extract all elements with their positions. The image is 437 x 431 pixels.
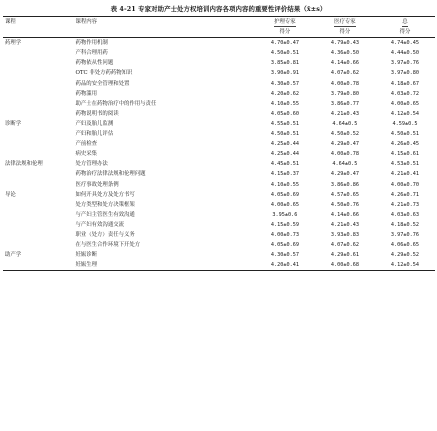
table-row <box>3 159 435 169</box>
nursing-score-cell: 4.10±0.55 <box>270 100 299 107</box>
course-cell <box>3 58 73 68</box>
course-cell <box>3 68 73 78</box>
total-score-cell: 4.06±0.65 <box>390 242 420 249</box>
course-cell <box>3 220 73 230</box>
total-score-cell: 3.97±0.76 <box>390 231 420 238</box>
medical-score-cell: 4.64±0.5 <box>332 161 358 168</box>
total-score-cell: 4.21±0.73 <box>390 201 420 208</box>
medical-score-cell: 4.00±0.78 <box>330 80 359 87</box>
medical-score-cell: 4.07±0.62 <box>330 242 359 249</box>
total-score-cell: 4.12±0.54 <box>375 260 435 271</box>
header-medical-experts: 医疗专家 <box>315 17 375 28</box>
content-cell: 病史采集 <box>75 151 98 158</box>
nursing-score-cell: 3.85±0.81 <box>270 60 299 67</box>
table-row <box>3 79 435 89</box>
header-content: 课程内容 <box>73 17 254 28</box>
medical-score-cell: 4.50±0.52 <box>330 131 359 138</box>
course-cell <box>3 260 73 271</box>
total-score-cell: 4.29±0.52 <box>390 252 420 259</box>
header-score-3: 得分 <box>375 27 435 38</box>
content-cell: 妊娠生理 <box>73 260 254 271</box>
medical-score-cell: 3.86±0.86 <box>330 181 359 188</box>
table-row <box>3 129 435 139</box>
total-score-cell: 4.03±0.63 <box>390 211 420 218</box>
content-cell: 药物治疗法律法规和伦理问题 <box>75 171 146 178</box>
content-cell: 产科合理用药 <box>75 50 108 57</box>
nursing-score-cell: 4.50±0.51 <box>270 131 299 138</box>
table-row <box>3 210 435 220</box>
course-cell <box>3 240 73 250</box>
nursing-score-cell: 4.30±0.57 <box>270 252 299 259</box>
course-cell <box>3 79 73 89</box>
total-score-cell: 4.26±0.45 <box>390 141 420 148</box>
medical-score-cell: 4.57±0.65 <box>330 191 359 198</box>
nursing-score-cell: 3.90±0.91 <box>270 70 299 77</box>
content-cell: 药物滥用 <box>75 90 98 97</box>
course-cell <box>3 169 73 179</box>
nursing-score-cell: 4.45±0.51 <box>270 161 299 168</box>
table-row <box>3 200 435 210</box>
nursing-score-cell: 4.25±0.44 <box>270 141 299 148</box>
table-row <box>3 220 435 230</box>
course-cell <box>3 200 73 210</box>
nursing-score-cell: 4.50±0.51 <box>270 50 299 57</box>
total-score-cell: 4.12±0.54 <box>390 110 420 117</box>
course-cell <box>3 89 73 99</box>
table-row <box>3 139 435 149</box>
medical-score-cell: 4.00±0.68 <box>315 260 375 271</box>
total-score-cell: 4.21±0.41 <box>390 171 420 178</box>
medical-score-cell: 4.36±0.50 <box>330 50 359 57</box>
nursing-score-cell: 4.05±0.60 <box>270 110 299 117</box>
content-cell: 产妇及胎儿监测 <box>75 120 114 127</box>
nursing-score-cell: 4.15±0.37 <box>270 171 299 178</box>
nursing-score-cell: 4.00±0.73 <box>270 231 299 238</box>
medical-score-cell: 4.21±0.43 <box>330 110 359 117</box>
table-row <box>3 89 435 99</box>
course-cell: 诊断学 <box>5 120 22 127</box>
nursing-score-cell: 4.55±0.51 <box>270 120 299 127</box>
medical-score-cell: 3.79±0.80 <box>330 90 359 97</box>
nursing-score-cell: 4.20±0.41 <box>255 260 315 271</box>
medical-score-cell: 4.79±0.43 <box>330 40 359 47</box>
course-cell <box>3 149 73 159</box>
nursing-score-cell: 4.15±0.59 <box>270 221 299 228</box>
content-cell: 产前检查 <box>75 141 98 148</box>
table-row <box>3 149 435 159</box>
table-row <box>3 260 435 271</box>
table-row <box>3 38 435 49</box>
medical-score-cell: 4.00±0.78 <box>330 151 359 158</box>
content-cell: 妊娠诊断 <box>75 252 98 259</box>
medical-score-cell: 4.29±0.47 <box>330 171 359 178</box>
nursing-score-cell: 4.10±0.55 <box>270 181 299 188</box>
table-row <box>3 250 435 260</box>
content-cell: OTC 非处方药药物知识 <box>75 70 133 77</box>
evaluation-table <box>3 16 435 271</box>
medical-score-cell: 3.86±0.77 <box>330 100 359 107</box>
course-cell <box>3 230 73 240</box>
table-row <box>3 169 435 179</box>
total-score-cell: 4.26±0.71 <box>390 191 420 198</box>
table-row <box>3 240 435 250</box>
content-cell: 药物依从性问题 <box>75 60 114 67</box>
content-cell: 药物作用机制 <box>75 40 108 47</box>
course-cell <box>3 109 73 119</box>
total-score-cell: 4.00±0.65 <box>390 100 420 107</box>
nursing-score-cell: 4.05±0.69 <box>270 191 299 198</box>
table-row <box>3 109 435 119</box>
header-total: 总 <box>375 17 435 28</box>
course-cell <box>3 139 73 149</box>
content-cell: 在与医生合作环境下开处方 <box>75 242 141 249</box>
content-cell: 处方类型和处方决策框架 <box>75 201 135 208</box>
content-cell: 处方管理办法 <box>75 161 108 168</box>
content-cell: 助产士在药物治疗中的作用与责任 <box>75 100 157 107</box>
medical-score-cell: 3.93±0.83 <box>330 231 359 238</box>
nursing-score-cell: 4.20±0.62 <box>270 90 299 97</box>
total-score-cell: 4.53±0.51 <box>390 161 420 168</box>
nursing-score-cell: 4.05±0.69 <box>270 242 299 249</box>
table-row <box>3 68 435 78</box>
table-row <box>3 119 435 129</box>
table-row <box>3 180 435 190</box>
header-score-2: 得分 <box>315 27 375 38</box>
content-cell: 职业（处方）责任与义务 <box>75 231 135 238</box>
content-cell: 产妇和胎儿评估 <box>75 131 114 138</box>
header-row-2 <box>3 27 435 38</box>
nursing-score-cell: 4.25±0.44 <box>270 151 299 158</box>
course-cell <box>3 99 73 109</box>
course-cell <box>3 210 73 220</box>
course-cell: 导论 <box>5 191 16 198</box>
total-score-cell: 3.97±0.76 <box>390 60 420 67</box>
content-cell: 医疗事故处理条例 <box>75 181 119 188</box>
course-cell <box>3 48 73 58</box>
nursing-score-cell: 4.00±0.65 <box>270 201 299 208</box>
total-score-cell: 4.74±0.45 <box>390 40 420 47</box>
content-cell: 药品的安全管理和处置 <box>75 80 130 87</box>
header-nursing-experts: 护理专家 <box>255 17 315 28</box>
medical-score-cell: 4.14±0.66 <box>330 60 359 67</box>
header-course: 课程 <box>3 17 73 28</box>
medical-score-cell: 4.64±0.5 <box>332 120 358 127</box>
table-row <box>3 99 435 109</box>
course-cell: 助产学 <box>5 252 22 259</box>
course-cell <box>3 180 73 190</box>
table-body <box>3 38 435 271</box>
medical-score-cell: 4.50±0.76 <box>330 201 359 208</box>
nursing-score-cell: 3.95±0.6 <box>272 211 298 218</box>
table-row <box>3 58 435 68</box>
course-cell <box>3 129 73 139</box>
medical-score-cell: 4.21±0.43 <box>330 221 359 228</box>
medical-score-cell: 4.07±0.62 <box>330 70 359 77</box>
table-row <box>3 190 435 200</box>
total-score-cell: 4.59±0.5 <box>392 120 418 127</box>
table-row <box>3 230 435 240</box>
total-score-cell: 3.97±0.80 <box>390 70 420 77</box>
nursing-score-cell: 4.30±0.57 <box>270 80 299 87</box>
total-score-cell: 4.00±0.70 <box>390 181 420 188</box>
header-score-1: 得分 <box>255 27 315 38</box>
medical-score-cell: 4.29±0.47 <box>330 141 359 148</box>
medical-score-cell: 4.14±0.66 <box>330 211 359 218</box>
medical-score-cell: 4.29±0.61 <box>330 252 359 259</box>
total-score-cell: 4.18±0.52 <box>390 221 420 228</box>
total-score-cell: 4.03±0.72 <box>390 90 420 97</box>
content-cell: 如何开具处方及处方书写 <box>75 191 135 198</box>
nursing-score-cell: 4.70±0.47 <box>270 40 299 47</box>
content-cell: 药物说明书的阅读 <box>75 110 119 117</box>
content-cell: 与产妇有效沟通交流 <box>75 221 124 228</box>
table-row <box>3 48 435 58</box>
total-score-cell: 4.18±0.67 <box>390 80 420 87</box>
course-cell: 药理学 <box>5 40 22 47</box>
total-score-cell: 4.44±0.50 <box>390 50 420 57</box>
content-cell: 与产妇主管医生有效沟通 <box>75 211 135 218</box>
header-row-1 <box>3 17 435 28</box>
table-caption: 表 4-21 专家对助产士处方权培训内容各项内容的重要性评价结果（x̄±s） <box>110 5 327 13</box>
total-score-cell: 4.50±0.51 <box>390 131 420 138</box>
total-score-cell: 4.15±0.61 <box>390 151 420 158</box>
course-cell: 法律法规和伦理 <box>5 161 43 168</box>
